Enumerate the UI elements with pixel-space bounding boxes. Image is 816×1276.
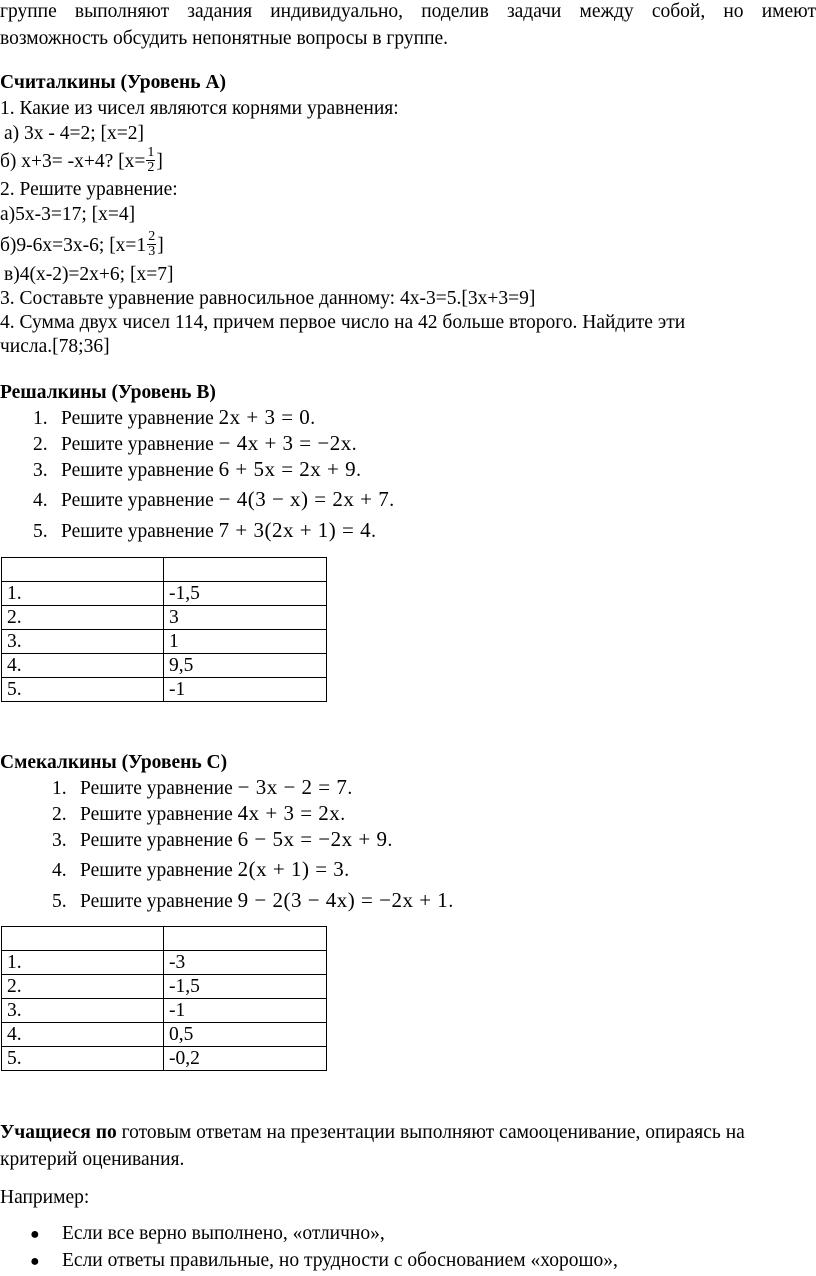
fraction-numerator: 1 (147, 145, 155, 160)
fraction-denominator: 3 (148, 244, 156, 259)
level-a-q4-line2: числа.[78;36] (0, 336, 110, 357)
intro-line-2: возможность обсудить непонятные вопросы в группе. (0, 28, 449, 49)
table-cell: 9,5 (164, 654, 327, 678)
level-c-item (52, 888, 453, 914)
table-cell (164, 558, 327, 582)
table-cell: 5. (2, 678, 164, 702)
item-end: . (448, 891, 454, 912)
level-b-item (33, 405, 315, 431)
outro-line-1 (0, 1121, 745, 1145)
fraction-two-thirds (147, 230, 156, 259)
level-a-q3: 3. Составьте уравнение равносильное данному: 4х-3=5.[3x+3=9] (0, 288, 536, 309)
item-number: 3. (33, 460, 48, 481)
level-b-title: Решалкины (Уровень В) (0, 382, 216, 403)
item-number: 1. (33, 408, 48, 429)
table-cell: -1,5 (164, 975, 327, 999)
level-a-q2: 2. Решите уравнение: (0, 179, 178, 200)
bullet-text: Если все верно выполнено, «отлично», (62, 1223, 385, 1244)
equation: 7 + 3(2x + 1) = 4 (218, 518, 372, 542)
level-c-item (52, 857, 349, 883)
table-cell (2, 927, 164, 951)
table-header-row (2, 927, 327, 951)
table-cell (2, 558, 164, 582)
level-c-item (52, 827, 392, 853)
table-cell: 4. (2, 654, 164, 678)
table-row (2, 606, 327, 630)
table-row (2, 951, 327, 975)
table-cell: 3. (2, 999, 164, 1023)
level-a-q1a: а) 3х - 4=2; [x=2] (4, 123, 145, 144)
level-a-q2b (0, 229, 164, 261)
item-label: Решите уравнение (61, 521, 214, 542)
level-a-q4-line1: 4. Сумма двух чисел 114, причем первое число на 42 больше второго. Найдите эти (0, 312, 686, 333)
table-cell: 3. (2, 630, 164, 654)
table-cell: 5. (2, 1047, 164, 1071)
table-cell: -1 (164, 999, 327, 1023)
outro-line-2: критерий оценивания. (0, 1149, 185, 1170)
item-number: 2. (33, 434, 48, 455)
table-row (2, 582, 327, 606)
bullet-icon: ● (30, 1253, 40, 1270)
table-cell: 2. (2, 975, 164, 999)
outro-rest: готовым ответам на презентации выполняют самооценивание, опираясь на (116, 1122, 745, 1143)
table-cell: 1 (164, 630, 327, 654)
item-end: . (344, 860, 350, 881)
level-b-item (33, 518, 376, 544)
level-a-q1b (0, 145, 163, 177)
table-cell: 1. (2, 582, 164, 606)
equation: 4x + 3 = 2x (237, 801, 341, 825)
q2b-close: ] (157, 234, 164, 256)
item-number: 3. (52, 830, 67, 851)
q1b-close: ] (156, 150, 163, 172)
outro-bold: Учащиеся по (0, 1122, 117, 1143)
level-a-title: Считалкины (Уровень А) (0, 72, 227, 93)
example-label: Например: (0, 1187, 90, 1208)
level-b-answer-table (1, 557, 327, 702)
fraction-denominator: 2 (147, 160, 155, 175)
equation: − 3x − 2 = 7 (237, 775, 348, 799)
level-b-item (33, 431, 357, 457)
table-cell: -3 (164, 951, 327, 975)
level-c-title: Смекалкины (Уровень С) (0, 752, 228, 773)
item-end: . (351, 434, 357, 455)
table-row (2, 678, 327, 702)
bullet-item (0, 1249, 618, 1274)
item-number: 5. (33, 521, 48, 542)
table-cell: -0,2 (164, 1047, 327, 1071)
level-c-item (52, 775, 352, 801)
item-label: Решите уравнение (61, 434, 214, 455)
item-label: Решите уравнение (61, 408, 214, 429)
equation: 6 − 5x = −2x + 9 (237, 827, 388, 851)
fraction-one-half (146, 146, 155, 175)
table-row (2, 1047, 327, 1071)
item-end: . (340, 804, 346, 825)
item-number: 5. (52, 891, 67, 912)
item-label: Решите уравнение (61, 490, 214, 511)
item-end: . (347, 778, 353, 799)
item-end: . (389, 490, 395, 511)
equation: 9 − 2(3 − 4x) = −2x + 1 (237, 888, 449, 912)
table-row (2, 1023, 327, 1047)
item-number: 4. (52, 860, 67, 881)
q2b-text: б)9-6х=3х-6; [x=1 (0, 234, 147, 256)
level-b-item (33, 487, 394, 513)
level-c-item (52, 801, 345, 827)
item-number: 2. (52, 804, 67, 825)
table-cell: 2. (2, 606, 164, 630)
item-end: . (356, 460, 362, 481)
item-end: . (310, 408, 316, 429)
bullet-text: Если ответы правильные, но трудности с обоснованием «хорошо», (62, 1250, 618, 1271)
table-cell (164, 927, 327, 951)
table-cell: 1. (2, 951, 164, 975)
equation: 2x + 3 = 0 (218, 405, 311, 429)
equation: − 4x + 3 = −2x (218, 431, 352, 455)
item-end: . (371, 521, 377, 542)
equation: 6 + 5x = 2x + 9 (218, 457, 357, 481)
table-cell: -1 (164, 678, 327, 702)
item-label: Решите уравнение (80, 778, 233, 799)
table-cell: 4. (2, 1023, 164, 1047)
table-row (2, 630, 327, 654)
intro-line-1: группе выполняют задания индивидуально, поделив задачи между собой, но имеют (0, 1, 816, 22)
equation: − 4(3 − x) = 2x + 7 (218, 487, 390, 511)
table-row (2, 999, 327, 1023)
item-number: 4. (33, 490, 48, 511)
level-c-answer-table (1, 926, 327, 1071)
level-a-q2a: а)5х-3=17; [x=4] (0, 204, 136, 225)
table-cell: 0,5 (164, 1023, 327, 1047)
item-label: Решите уравнение (80, 891, 233, 912)
item-label: Решите уравнение (80, 804, 233, 825)
item-label: Решите уравнение (80, 860, 233, 881)
table-row (2, 654, 327, 678)
table-cell: -1,5 (164, 582, 327, 606)
item-number: 1. (52, 778, 67, 799)
bullet-item (0, 1222, 385, 1247)
bullet-icon: ● (30, 1226, 40, 1243)
level-b-item (33, 457, 361, 483)
item-end: . (387, 830, 393, 851)
table-header-row (2, 558, 327, 582)
fraction-numerator: 2 (148, 229, 156, 244)
table-cell: 3 (164, 606, 327, 630)
item-label: Решите уравнение (80, 830, 233, 851)
item-label: Решите уравнение (61, 460, 214, 481)
level-a-q1: 1. Какие из чисел являются корнями уравнения: (0, 98, 399, 119)
equation: 2(x + 1) = 3 (237, 857, 345, 881)
table-row (2, 975, 327, 999)
level-a-q2c: в)4(х-2)=2х+6; [x=7] (4, 264, 174, 285)
q1b-text: б) х+3= -х+4? [x= (0, 150, 146, 172)
